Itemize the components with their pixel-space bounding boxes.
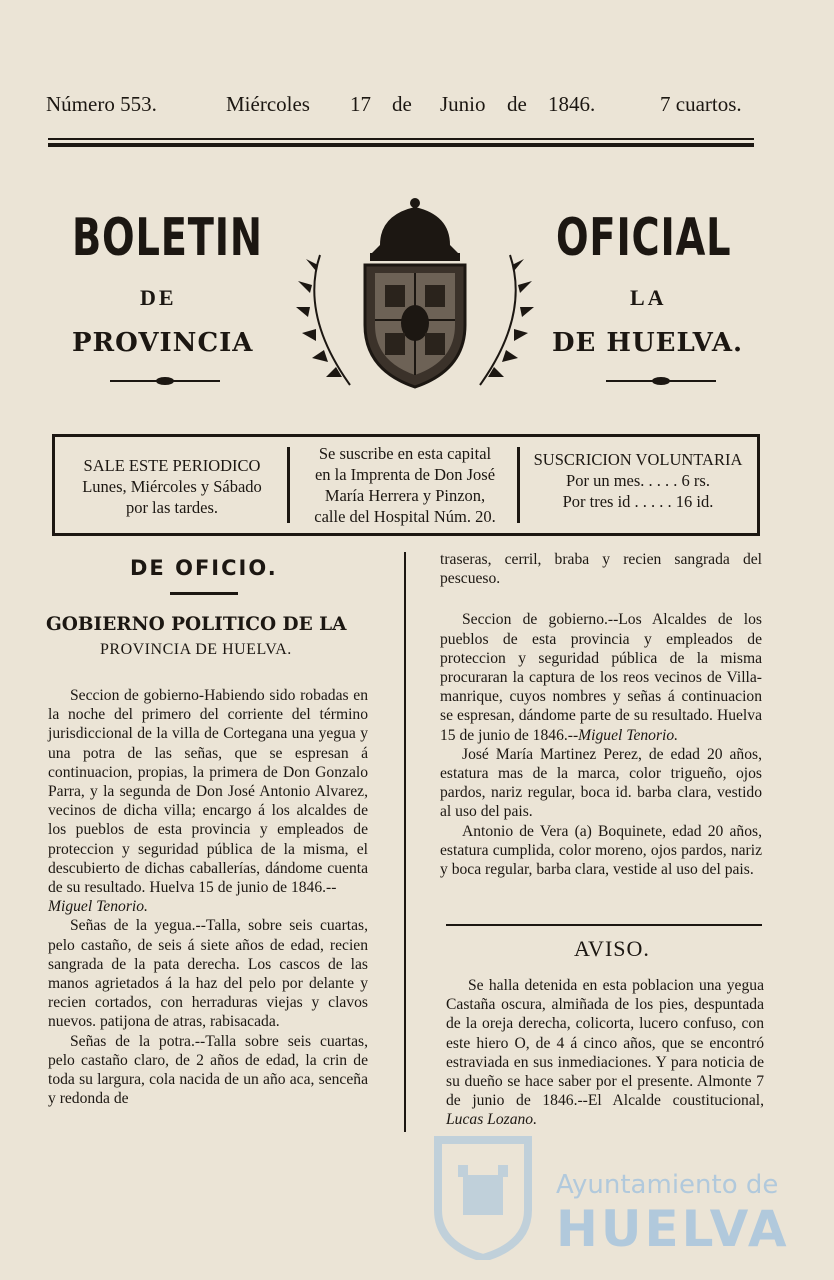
coat-of-arms-emblem	[290, 195, 540, 400]
section-rule	[170, 592, 238, 595]
header-rule-bottom	[48, 143, 754, 147]
issue-year: 1846.	[548, 92, 596, 116]
article-subheading: PROVINCIA DE HUELVA.	[100, 641, 292, 658]
location-line-4: calle del Hospital Núm. 20.	[314, 507, 496, 526]
column-separator	[404, 552, 406, 1132]
masthead-oficial: OFICIAL	[556, 208, 732, 268]
issue-weekday: Miércoles	[226, 92, 310, 116]
aviso-rule	[446, 924, 762, 926]
issue-price: 7 cuartos.	[660, 92, 742, 116]
price-one-month: Por un mes. . . . . 6 rs.	[566, 471, 710, 490]
paragraph: José María Martinez Perez, de edad 20 años, estatura mas de la marca, color trigueño, ojos pardos, nariz regular, boca id. barba clara, vestido al uso del pais.	[440, 745, 762, 821]
voluntary-subscription	[525, 437, 751, 533]
location-line-2: en la Imprenta de Don José	[314, 465, 496, 484]
city-seal-watermark-icon	[428, 1130, 538, 1260]
subscription-location	[295, 437, 515, 533]
paragraph: Seccion de gobierno.--Los Alcaldes de los pueblos de esta provincia y empleados de proteccion y seguridad pública de la misma procuraran la captura de los reos vecinos de Villa-manrique, cuyos nombres y señas á continuacion se espresan, dándome parte de su resultado. Huelva 15 de junio de 1846.--Miguel Tenorio.	[440, 611, 762, 744]
box-divider-2	[517, 447, 520, 523]
ornament-right	[606, 380, 716, 382]
left-column-text	[48, 686, 368, 1108]
schedule-title: SALE ESTE PERIODICO	[83, 456, 261, 475]
publication-schedule	[59, 437, 285, 533]
paragraph: Se halla detenida en esta poblacion una yegua Castaña oscura, almiñada de los pies, despuntada de la oreja derecha, colicorta, lucero confuso, con este hiero O, de 4 á cinco años, que se encontró estraviada en sus inmediaciones. Y para noticia de su dueño se hace saber por el presente. Almonte 7 de junio de 1846.--El Alcalde coustitucional, Lucas Lozano.	[446, 977, 764, 1129]
masthead-de-huelva: DE HUELVA.	[552, 328, 744, 358]
paragraph: traseras, cerril, braba y recien sangrada del pescueso.	[440, 551, 762, 588]
issue-number: Número 553.	[46, 92, 157, 116]
issue-month: Junio	[440, 92, 486, 116]
issue-de-2: de	[507, 92, 527, 116]
box-divider-1	[287, 447, 290, 523]
section-heading-de-oficio: DE OFICIO.	[130, 556, 278, 580]
location-line-1: Se suscribe en esta capital	[318, 444, 492, 463]
schedule-time: por las tardes.	[125, 498, 219, 517]
masthead-la: LA	[630, 285, 667, 310]
location-line-3: María Herrera y Pinzon,	[324, 486, 486, 505]
issue-de-1: de	[392, 92, 412, 116]
article-heading: GOBIERNO POLITICO DE LA	[46, 614, 347, 635]
price-three-months: Por tres id . . . . . 16 id.	[562, 492, 714, 511]
paragraph: Seccion de gobierno-Habiendo sido robadas en la noche del primero del corriente del término jurisdiccional de la villa de Cortegana una yegua y una potra de las señas, que se espresan á continuacion, propias, la primera de Don Gonzalo Parra, y la segunda de Don José Antonio Alvarez, vecinos de dicha villa; encargo á los alcaldes de los pueblos de esta provincia y empleados de proteccion y seguridad pública de la misma, el descubierto de dichas caballerías, dándome cuenta de su resultado. Huelva 15 de junio de 1846.-- Miguel Tenorio.	[48, 687, 368, 916]
signature: Miguel Tenorio.	[578, 726, 679, 744]
right-column-text	[440, 550, 762, 879]
aviso-text	[446, 976, 764, 1130]
paragraph: Señas de la potra.--Talla sobre seis cuartas, pelo castaño claro, de 2 años de edad, la crin de toda su largura, cola nacida de un año aca, senceña y redonda de	[48, 1032, 368, 1108]
signature: Miguel Tenorio.	[48, 898, 148, 916]
paragraph: Antonio de Vera (a) Boquinete, edad 20 años, estatura cumplida, color moreno, ojos pardos, nariz y boca regular, barba clara, vestide al uso del pais.	[440, 822, 762, 879]
masthead-provincia: PROVINCIA	[72, 328, 254, 358]
masthead-de: DE	[140, 285, 177, 310]
header-rule-top	[48, 138, 754, 140]
paragraph: Señas de la yegua.--Talla, sobre seis cuartas, pelo castaño, de seis á siete años de edad, recien sangrada de la pata derecha. Los cascos de las manos agrietados á la haz del pelo por delante y recien cortados, con herraduras viejas y clavos nuevos. patijona de atras, rabisacada.	[48, 917, 368, 1031]
ornament-left	[110, 380, 220, 382]
schedule-days: Lunes, Miércoles y Sábado	[82, 477, 262, 496]
signature: Lucas Lozano.	[446, 1111, 537, 1129]
watermark-line-2: HUELVA	[556, 1200, 790, 1258]
aviso-heading: AVISO.	[574, 936, 650, 961]
subscription-info-box	[52, 434, 760, 536]
issue-day: 17	[350, 92, 371, 116]
masthead-boletin: BOLETIN	[72, 208, 263, 268]
subscription-title: SUSCRICION VOLUNTARIA	[533, 450, 743, 469]
watermark-line-1: Ayuntamiento de	[556, 1170, 779, 1200]
